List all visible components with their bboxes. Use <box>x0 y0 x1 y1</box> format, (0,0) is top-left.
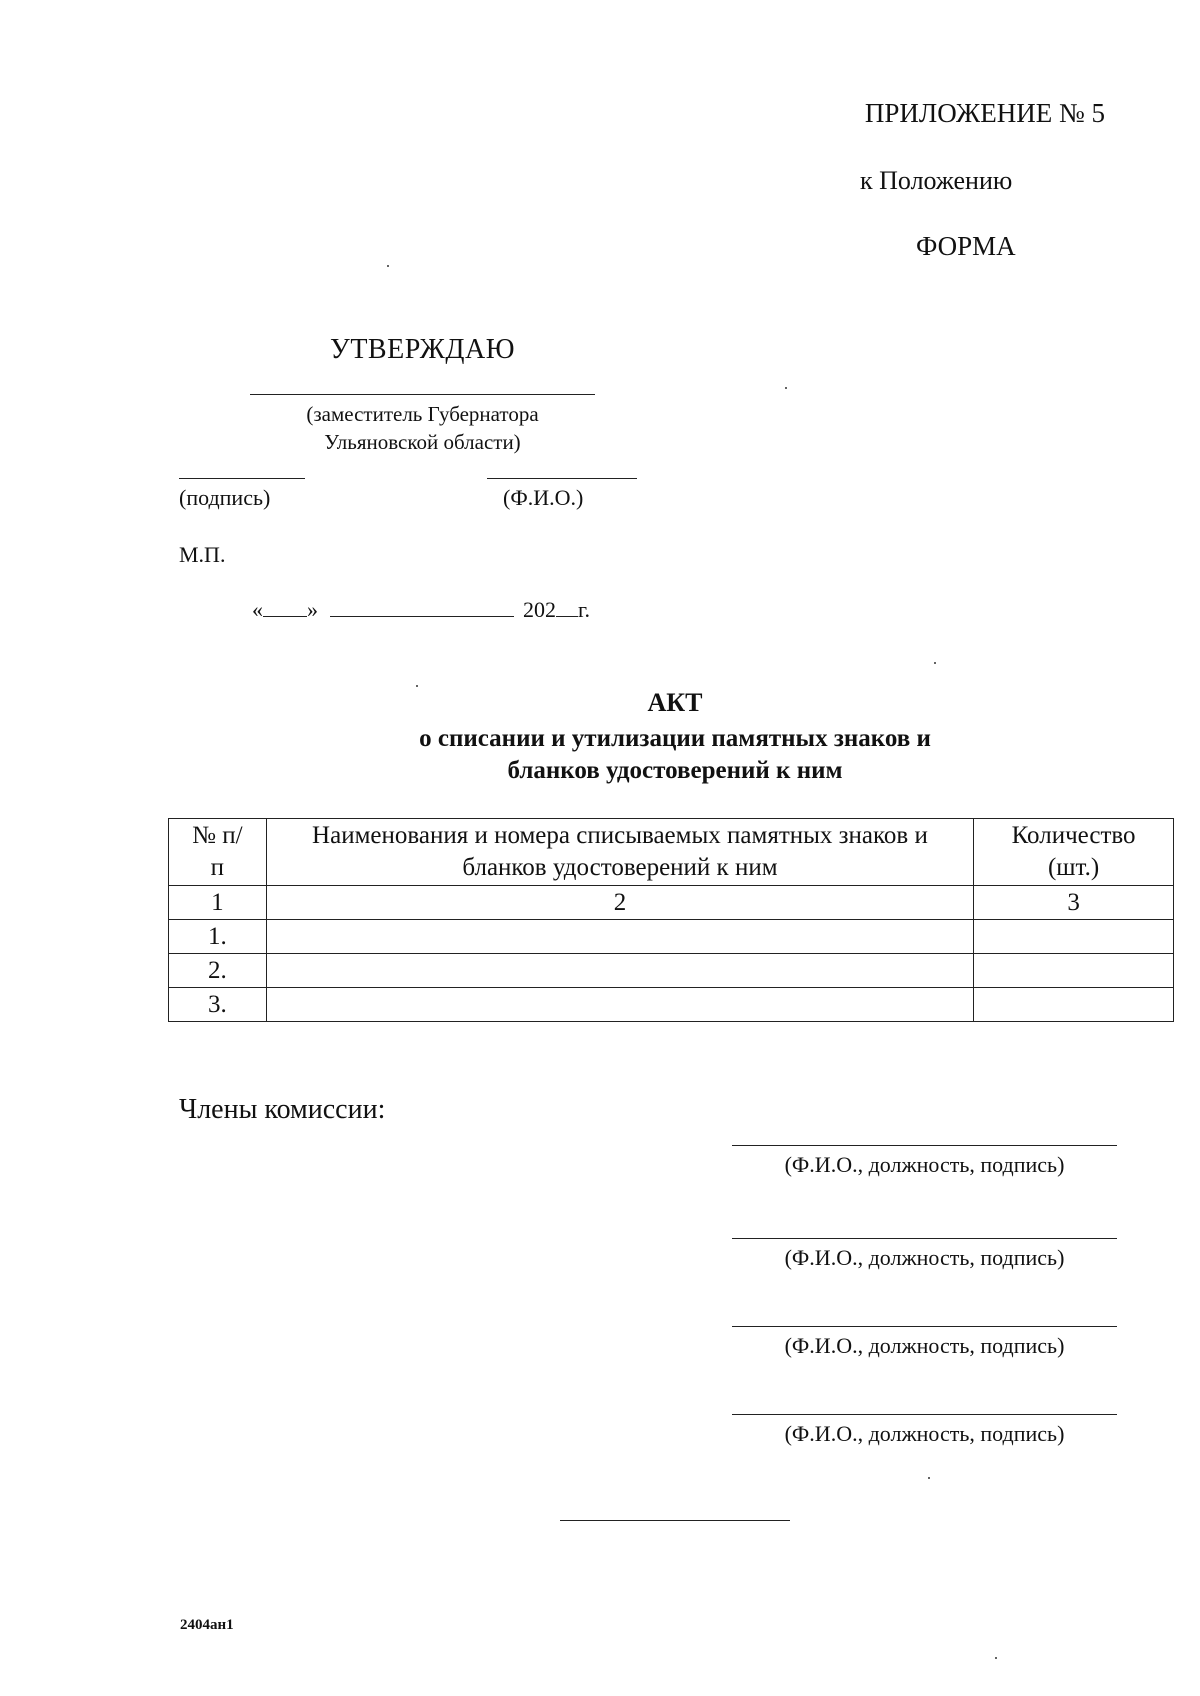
commission-label: Члены комиссии: <box>179 1094 386 1125</box>
scan-speck <box>934 662 936 664</box>
row-name <box>266 920 973 954</box>
header-number: № п/п <box>169 819 267 886</box>
row-name <box>266 988 973 1022</box>
appendix-number: ПРИЛОЖЕНИЕ № 5 <box>864 98 1105 128</box>
row-quantity <box>974 920 1174 954</box>
header-quantity: Количество (шт.) <box>974 819 1174 886</box>
column-number: 3 <box>974 886 1174 920</box>
day-blank <box>263 598 307 617</box>
member-signature-line <box>732 1414 1117 1415</box>
column-number: 1 <box>169 886 267 920</box>
member-signature-caption: (Ф.И.О., должность, подпись) <box>784 1152 1065 1177</box>
member-signature-line <box>732 1238 1117 1239</box>
signature-caption: (подпись) <box>179 485 271 510</box>
end-of-document-line <box>560 1520 790 1521</box>
seal-label: М.П. <box>179 542 226 567</box>
scan-speck <box>416 685 418 687</box>
row-quantity <box>974 988 1174 1022</box>
year-suffix: г. <box>578 597 591 622</box>
name-line <box>487 478 637 479</box>
approval-date <box>252 597 590 623</box>
scan-speck <box>785 387 787 389</box>
document-code: 2404ан1 <box>180 1617 234 1633</box>
year-blank <box>556 598 578 617</box>
column-number: 2 <box>266 886 973 920</box>
table-row <box>169 988 1174 1022</box>
act-title: АКТ <box>647 688 703 717</box>
act-subtitle-text: о списании и утилизации памятных знаков и бланков удостоверений к ним <box>419 725 931 784</box>
table-row <box>169 920 1174 954</box>
row-name <box>266 954 973 988</box>
date-close-quote: » <box>307 597 318 622</box>
scan-speck <box>995 1657 997 1659</box>
member-signature-caption: (Ф.И.О., должность, подпись) <box>784 1245 1065 1270</box>
member-signature-line <box>732 1145 1117 1146</box>
position-line <box>250 394 595 395</box>
signature-line <box>179 478 305 479</box>
approval-title: УТВЕРЖДАЮ <box>330 334 515 365</box>
month-blank <box>330 598 514 617</box>
row-number: 3. <box>169 988 267 1022</box>
form-label: ФОРМА <box>916 231 1016 261</box>
header-name: Наименования и номера списываемых памятных знаков и бланков удостоверений к ним <box>266 819 973 886</box>
member-signature-caption: (Ф.И.О., должность, подпись) <box>784 1333 1065 1358</box>
year-prefix: 202 <box>523 597 556 622</box>
write-off-table <box>168 818 1174 1022</box>
row-number: 2. <box>169 954 267 988</box>
member-signature-line <box>732 1326 1117 1327</box>
column-numbers-row <box>169 886 1174 920</box>
date-open-quote: « <box>252 597 263 622</box>
act-subtitle <box>0 723 1200 787</box>
table-header-row <box>169 819 1174 886</box>
scan-speck <box>928 1477 930 1479</box>
table-row <box>169 954 1174 988</box>
row-number: 1. <box>169 920 267 954</box>
position-caption: (заместитель Губернатора Ульяновской области) <box>306 402 539 454</box>
row-quantity <box>974 954 1174 988</box>
member-signature-caption: (Ф.И.О., должность, подпись) <box>784 1421 1065 1446</box>
regulation-reference: к Положению <box>860 166 1013 195</box>
scan-speck <box>387 265 389 267</box>
name-caption: (Ф.И.О.) <box>503 485 584 510</box>
